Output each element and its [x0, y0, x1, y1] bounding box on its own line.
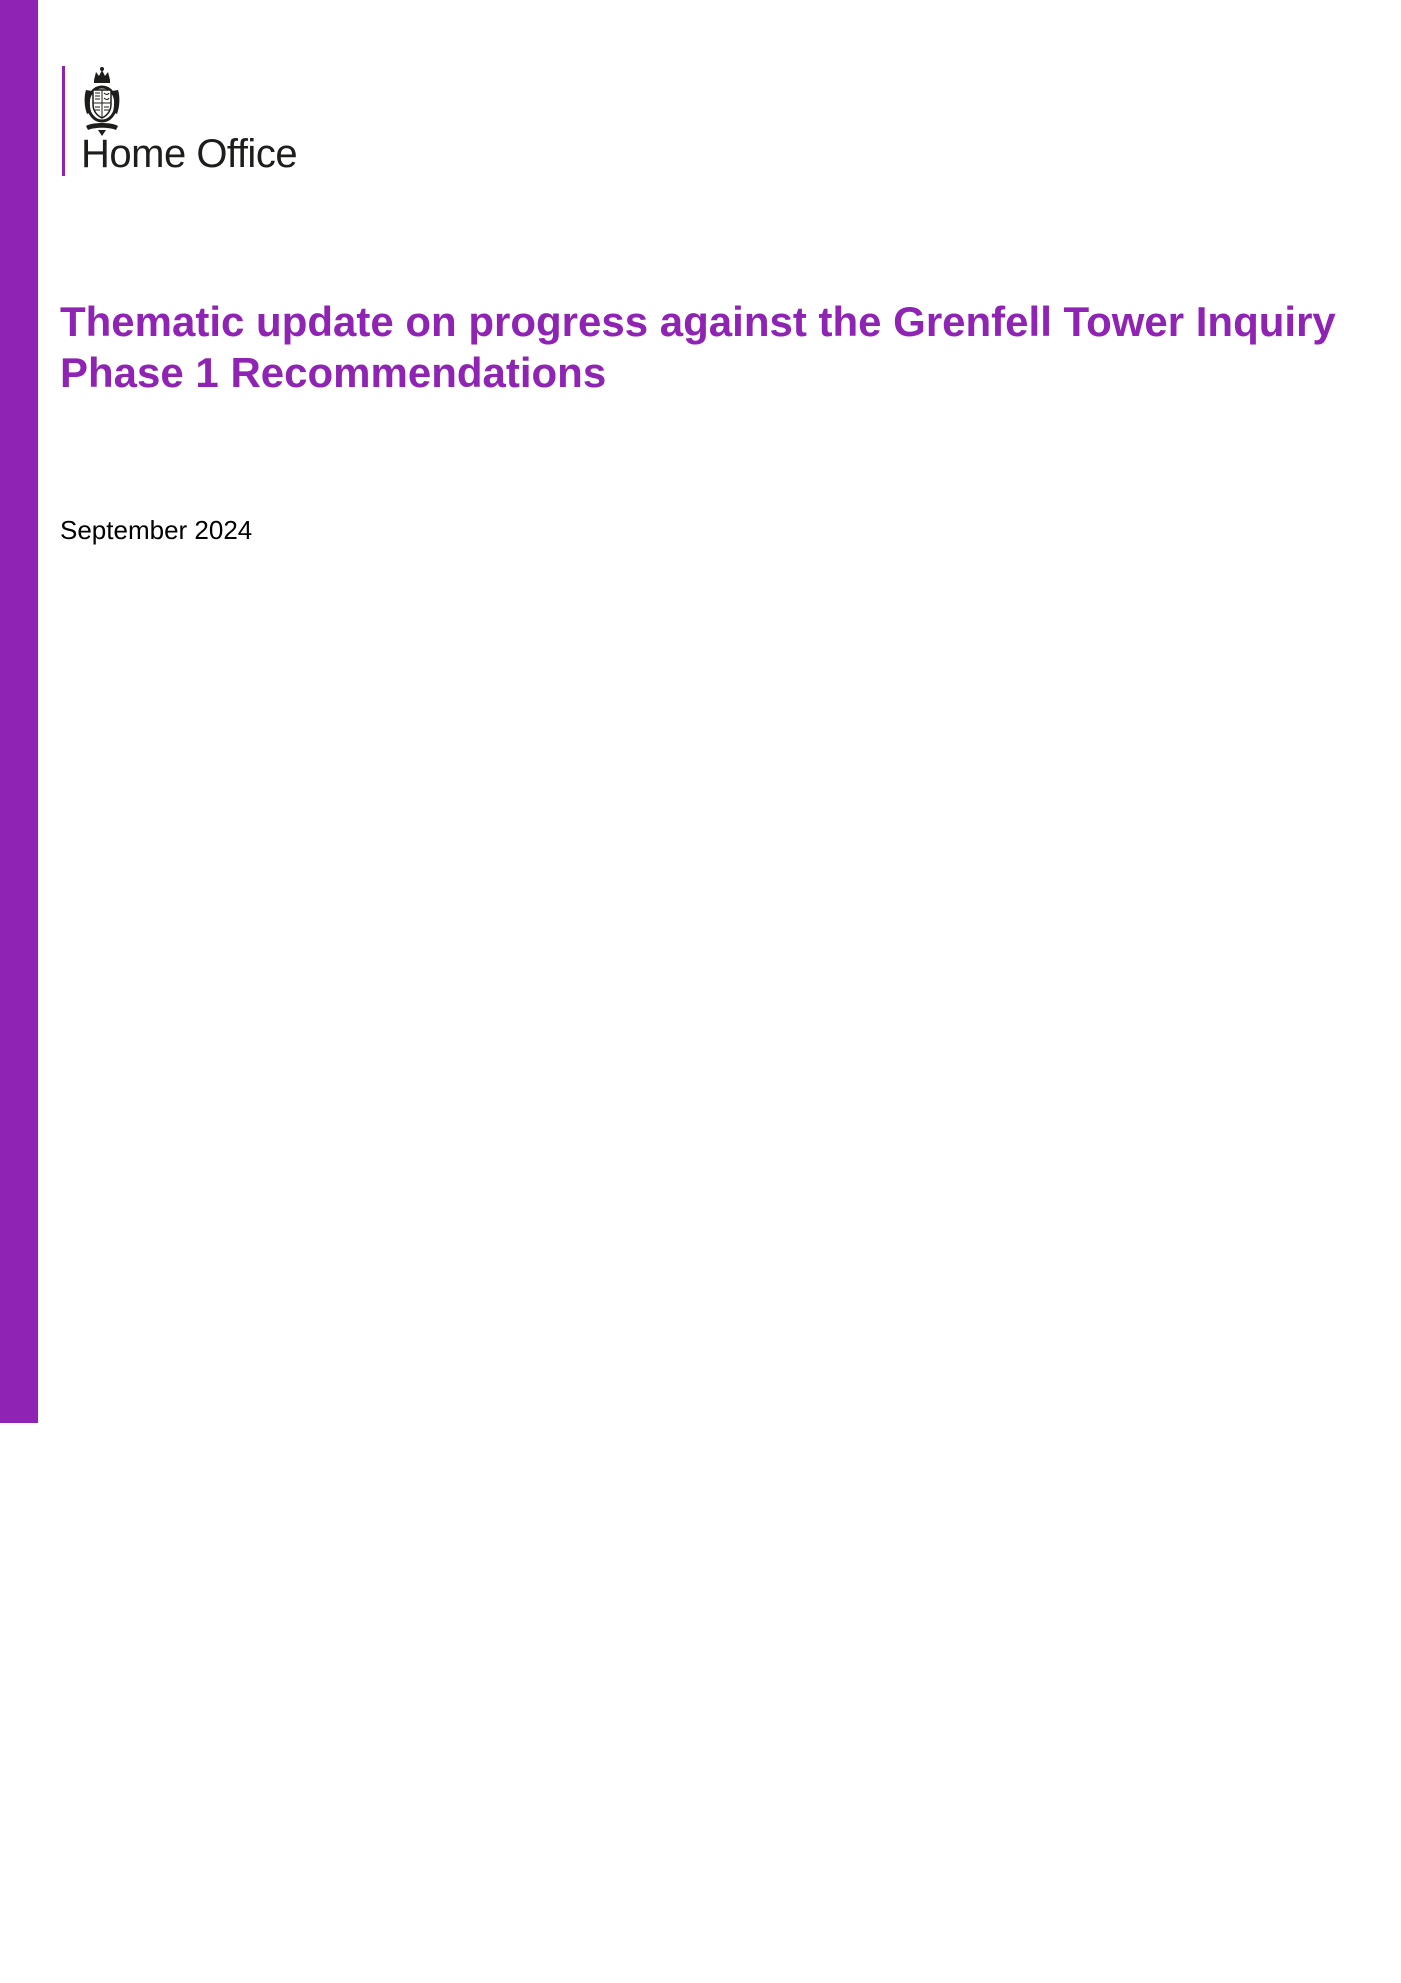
publication-date: September 2024	[60, 515, 253, 545]
logo-rule	[62, 66, 65, 176]
document-title: Thematic update on progress against the Grenfell Tower Inquiry Phase 1 Recommendations	[60, 298, 1336, 396]
organisation-name: Home Office	[81, 132, 298, 176]
purple-side-bar	[0, 0, 38, 1423]
home-office-logo	[62, 66, 382, 176]
royal-coat-of-arms-icon	[80, 66, 124, 138]
